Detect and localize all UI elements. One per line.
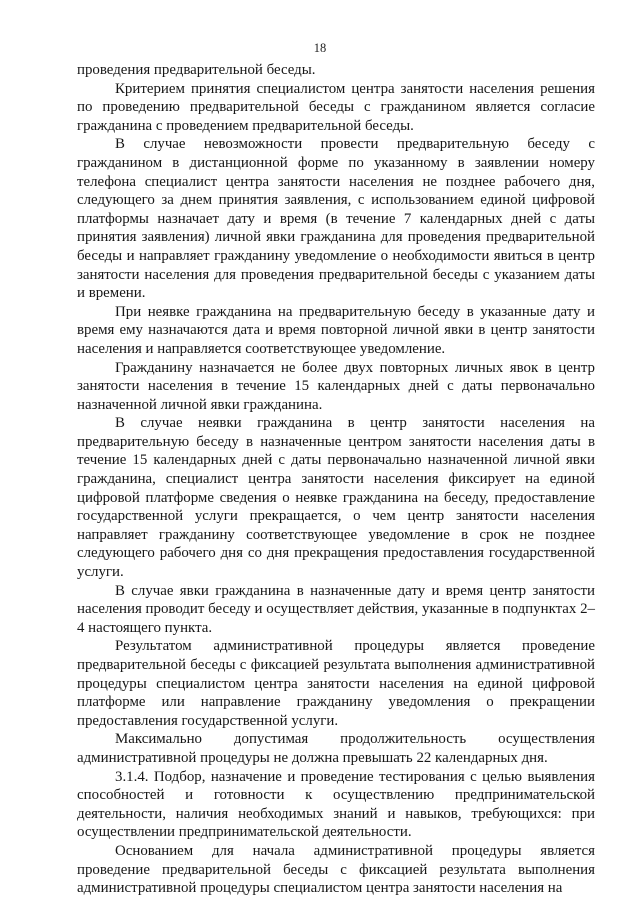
paragraph-no-show-repeat: При неявке гражданина на предварительную беседу в указанные дату и время ему назначаются дата и время повторной личной явки в центр занятости населения и направляется соответствующее уведомление. — [77, 303, 595, 357]
document-body — [77, 61, 595, 898]
paragraph-service-termination: В случае неявки гражданина в центр занятости населения на предварительную беседу в назначенные центром занятости населения даты в течение 15 календарных дней с даты первоначально назначенной личной явки гражданина, специалист центра занятости населения фиксирует на единой цифровой платформе сведения о неявке гражданина на беседу, предоставление государственной услуги прекращается, о чем центр занятости населения направляет гражданину соответствующее уведомление в срок не позднее следующего рабочего дня со дня прекращения предоставления государственной услуги. — [77, 415, 595, 581]
paragraph-section-3-1-4: 3.1.4. Подбор, назначение и проведение тестирования с целью выявления способностей и готовности к осуществлению предпринимательской деятельности, наличия необходимых знаний и навыков, требующихся: при осуществлении предпринимательской деятельности. — [77, 768, 595, 841]
paragraph-decision-criterion: Критерием принятия специалистом центра занятости населения решения по проведению предварительной беседы с гражданином является согласие гражданина с проведением предварительной беседы. — [77, 80, 595, 134]
paragraph-procedure-result: Результатом административной процедуры является проведение предварительной беседы с фиксацией результата выполнения административной процедуры специалистом центра занятости населения на единой цифровой платформе или направление гражданину уведомления о прекращении предоставления государственной услуги. — [77, 638, 595, 729]
page-number: 18 — [313, 41, 327, 55]
paragraph-procedure-basis: Основанием для начала административной процедуры является проведение предварительной беседы с фиксацией результата выполнения административной процедуры специалистом центра занятости населения на — [77, 842, 595, 897]
paragraph-attendance: В случае явки гражданина в назначенные дату и время центр занятости населения проводит беседу и осуществляет действия, указанные в подпунктах 2–4 настоящего пункта. — [77, 582, 595, 636]
paragraph-in-person-appointment: В случае невозможности провести предварительную беседу с гражданином в дистанционной форме по указанному в заявлении номеру телефона специалист центра занятости населения не позднее рабочего дня, следующего за днем принятия заявления, с использованием единой цифровой платформы назначает дату и время (в течение 7 календарных дней с даты принятия заявления) личной явки гражданина для проведения предварительной беседы и направляет гражданину уведомление о необходимости явиться в центр занятости населения для проведения предварительной беседы с указанием даты и времени. — [77, 136, 595, 302]
paragraph-continuation: проведения предварительной беседы. — [77, 62, 316, 78]
paragraph-repeat-limit: Гражданину назначается не более двух повторных личных явок в центр занятости населения в течение 15 календарных дней с даты первоначально назначенной личной явки гражданина. — [77, 359, 595, 413]
paragraph-max-duration: Максимально допустимая продолжительность осуществления административной процедуры не должна превышать 22 календарных дня. — [77, 731, 595, 766]
